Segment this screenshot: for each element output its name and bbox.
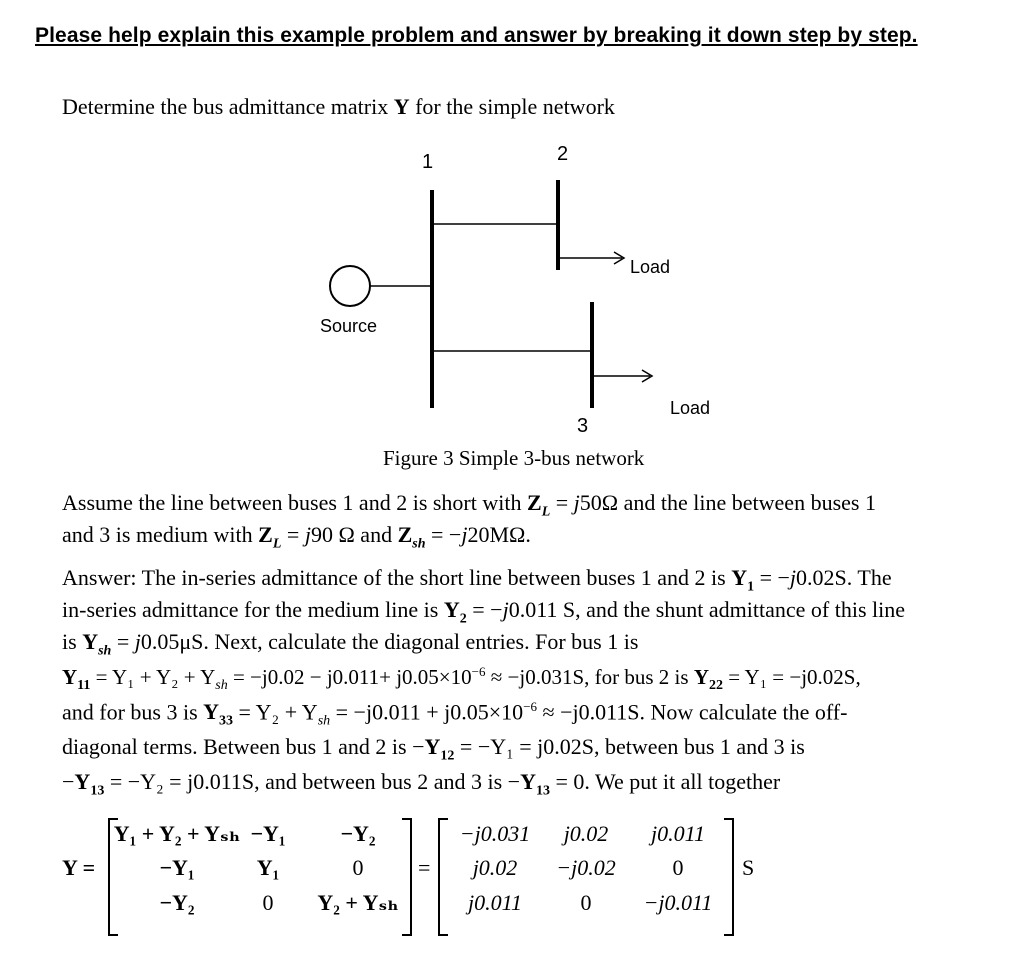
assume-line-1 <box>62 490 876 520</box>
matrix-equals: = <box>418 855 431 880</box>
question-heading: Please help explain this example problem and answer by breaking it down step by step. <box>35 24 918 47</box>
matrix-cell: −Y₂ <box>159 890 195 915</box>
answer-text: = Y₁ = −j0.02S, <box>722 665 861 689</box>
bus-2-label: 2 <box>557 143 569 165</box>
answer-text: 0.02S. The <box>796 565 892 590</box>
answer-line-3 <box>62 629 638 659</box>
answer-line-2 <box>62 597 905 627</box>
matrix-cell: 0 <box>672 855 684 880</box>
answer-line-5: and for bus 3 is $Y_{33} = Y_2 + Y_{sh} = -j0.011 + j0.05\times 10^{-6} \approx -j0.011S$. Now calculate the off- <box>62 699 848 729</box>
matrix-cell: −Y₁ <box>159 855 195 880</box>
figure-caption: Figure 3 Simple 3-bus network <box>383 446 645 470</box>
answer-text: = −Y₁ = j0.02S, between bus 1 and 3 is <box>454 734 805 759</box>
y33-symbol: $Y_{33}$ <box>203 699 234 729</box>
matrix-cell: −j0.011 <box>643 890 713 915</box>
y13-symbol: $Y_{13}$ <box>520 769 550 799</box>
matrix-cell: −j0.031 <box>459 821 531 846</box>
intro-text-a: Determine the bus admittance matrix <box>62 94 394 119</box>
answer-text: j <box>502 597 509 622</box>
answer-text: j <box>789 565 797 590</box>
answer-text: = 0. We put it all together <box>549 769 781 794</box>
y22-symbol: $Y_{22}$ <box>693 665 723 694</box>
y11-symbol: $Y_{11}$ <box>62 665 91 694</box>
zsh-symbol: $Z_{sh}$ <box>397 522 426 552</box>
answer-line-7 <box>62 769 780 799</box>
matrix-cell: j0.011 <box>468 890 522 915</box>
bus-1-label: 1 <box>422 151 434 173</box>
answer-text: is <box>62 629 83 654</box>
answer-line-1 <box>62 565 892 595</box>
answer-text: = <box>111 629 135 654</box>
answer-text: = −j0.011 + j0.05×10 <box>330 699 524 725</box>
assume-text: j <box>573 490 580 515</box>
intro-symbol: Y <box>393 94 410 119</box>
assume-text: Assume the line between buses 1 and 2 is short with <box>62 490 527 515</box>
matrix-cell: Y₁ <box>256 855 280 880</box>
assume-text: and 3 is medium with <box>62 522 259 547</box>
matrix-cell: 0 <box>352 855 364 880</box>
answer-line-6 <box>62 734 805 764</box>
y1-symbol: $Y_1$ <box>731 565 755 595</box>
ysh-symbol: $Y_{sh}$ <box>82 629 112 659</box>
assume-text: j <box>461 522 468 547</box>
matrix-cell: 0 <box>580 890 592 915</box>
zl-symbol: $Z_L$ <box>527 490 551 520</box>
intro-text-b: for the simple network <box>409 94 615 119</box>
answer-text: j <box>134 629 141 654</box>
answer-text: in-series admittance for the medium line is <box>62 597 444 622</box>
problem-statement <box>62 94 615 120</box>
assume-text: 90 Ω and <box>310 522 398 547</box>
assume-text: 20MΩ. <box>467 522 531 547</box>
answer-text: = −Y₂ = j0.011S, and between bus 2 and 3 is − <box>104 769 521 794</box>
assume-text: = <box>550 490 574 515</box>
zl-symbol: $Z_L$ <box>258 522 282 552</box>
matrix-cell: Y₂ + Yₛₕ <box>317 890 399 915</box>
answer-text: = Y₂ + Y <box>233 699 318 725</box>
bus-3-label: 3 <box>577 415 589 437</box>
answer-text: ≈ −j0.031S, for bus 2 is <box>485 665 694 689</box>
answer-text: 0.05μS. Next, calculate the diagonal entries. For bus 1 is <box>140 629 639 654</box>
source-symbol <box>330 266 370 306</box>
source-label: Source <box>320 316 378 336</box>
matrix-cell: −j0.02 <box>556 855 616 880</box>
assume-text: 50Ω and the line between buses 1 <box>579 490 876 515</box>
matrix-cell: Y₁ + Y₂ + Yₛₕ <box>113 821 241 846</box>
answer-text: = Y₁ + Y₂ + Y <box>95 665 216 689</box>
answer-line-4: $Y_{11} = Y_1 + Y_2 + Y_{sh} = -j0.02 - j0.011+ j0.05\times 10^{-6} \approx -j0.031S$, for bus 2 is $Y_{22} = Y_1 = -j0.02S$, <box>62 664 861 694</box>
matrix-unit: S <box>742 855 755 880</box>
matrix-cell: 0 <box>262 890 274 915</box>
matrix-cell: j0.011 <box>651 821 705 846</box>
y2-symbol: $Y_2$ <box>443 597 467 627</box>
answer-exponent: −6 <box>471 664 486 679</box>
answer-text: Answer: The in-series admittance of the short line between buses 1 and 2 is <box>62 565 732 590</box>
y12-symbol: $Y_{12}$ <box>424 734 455 764</box>
answer-text: and for bus 3 is <box>62 699 204 725</box>
y13-symbol: $Y_{13}$ <box>74 769 105 799</box>
answer-text: 0.011 S, and the shunt admittance of this line <box>508 597 906 622</box>
matrix-cell: j0.02 <box>472 855 518 880</box>
assume-text: = <box>281 522 305 547</box>
assume-text: j <box>304 522 311 547</box>
answer-text: ≈ −j0.011S. Now calculate the off- <box>537 699 848 725</box>
answer-text: − <box>62 769 75 794</box>
matrix-cell: j0.02 <box>563 821 609 846</box>
matrix-cell: −Y₁ <box>250 821 286 846</box>
load-2-label: Load <box>630 257 671 277</box>
matrix-cell: −Y₂ <box>340 821 376 846</box>
three-bus-network-diagram <box>300 140 720 440</box>
answer-text: = −j0.02 − j0.011+ j0.05×10 <box>227 665 472 689</box>
assume-text: = − <box>425 522 462 547</box>
assume-line-2 <box>62 522 531 552</box>
answer-exponent: −6 <box>523 699 538 714</box>
answer-text: = − <box>754 565 790 590</box>
answer-text: diagonal terms. Between bus 1 and 2 is − <box>62 734 425 759</box>
matrix-lhs: Y = <box>62 855 96 880</box>
answer-text: = − <box>466 597 503 622</box>
load-3-label: Load <box>670 398 711 418</box>
